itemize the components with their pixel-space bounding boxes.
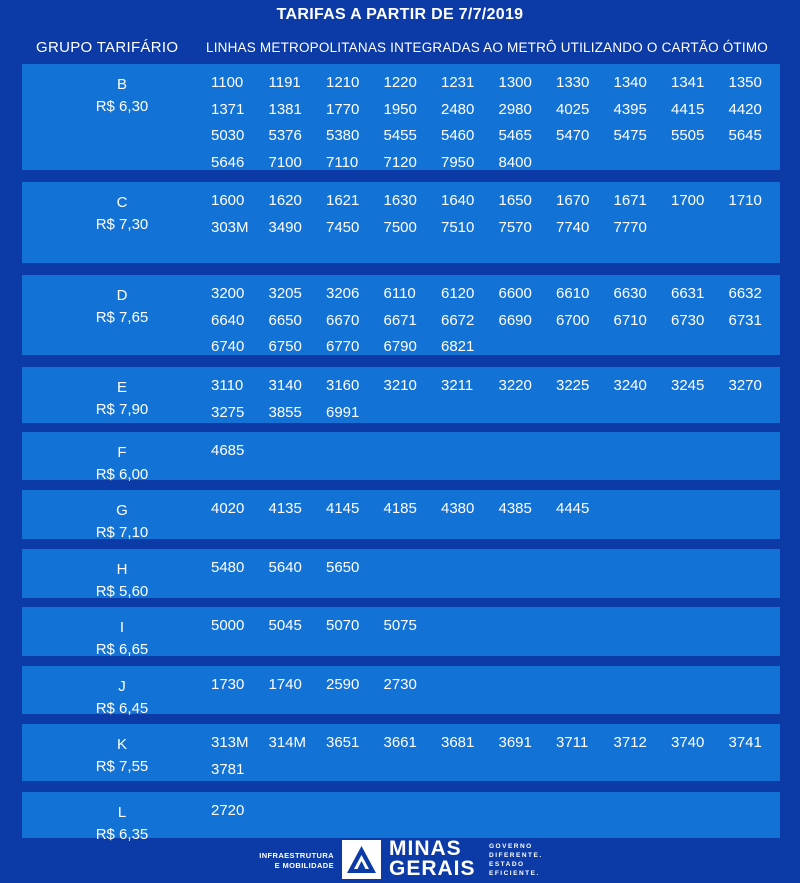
line-code: 6790 bbox=[383, 338, 417, 355]
line-code: 1670 bbox=[556, 192, 590, 209]
line-code: 1600 bbox=[211, 192, 245, 209]
fare-group-row bbox=[22, 490, 780, 539]
line-code: 5645 bbox=[728, 127, 762, 144]
group-column-header: GRUPO TARIFÁRIO bbox=[36, 39, 179, 56]
lines-column-header: LINHAS METROPOLITANAS INTEGRADAS AO METRÔ UTILIZANDO O CARTÃO ÓTIMO bbox=[206, 40, 768, 55]
line-code: 5030 bbox=[211, 127, 245, 144]
group-cell bbox=[22, 676, 222, 720]
line-code: 4145 bbox=[326, 500, 360, 517]
line-code: 303M bbox=[211, 218, 249, 236]
line-code: 7500 bbox=[383, 218, 417, 236]
line-code: 6730 bbox=[671, 311, 705, 329]
group-name: B bbox=[116, 76, 127, 93]
line-code: 1650 bbox=[498, 192, 532, 209]
line-code: 4420 bbox=[728, 100, 762, 118]
group-name: G bbox=[116, 502, 128, 519]
line-code: 6770 bbox=[326, 338, 360, 355]
group-price: R$ 7,30 bbox=[95, 216, 149, 233]
line-code: 3691 bbox=[498, 734, 532, 751]
fare-group-row bbox=[22, 275, 780, 355]
line-code: 3275 bbox=[211, 403, 245, 421]
line-code: 1330 bbox=[556, 74, 590, 91]
department-label bbox=[230, 851, 334, 871]
group-price: R$ 6,65 bbox=[95, 641, 149, 658]
group-price: R$ 7,90 bbox=[95, 401, 149, 418]
line-code: 3490 bbox=[268, 218, 302, 236]
line-codes bbox=[211, 672, 786, 699]
line-code: 1220 bbox=[383, 74, 417, 91]
footer bbox=[0, 836, 800, 883]
line-code: 6731 bbox=[728, 311, 762, 329]
line-code: 6640 bbox=[211, 311, 245, 329]
group-price: R$ 5,60 bbox=[95, 583, 149, 600]
line-code: 4445 bbox=[556, 500, 590, 517]
page-title: TARIFAS A PARTIR DE 7/7/2019 bbox=[276, 6, 524, 23]
line-code: 5070 bbox=[326, 617, 360, 634]
line-code: 1100 bbox=[211, 74, 244, 91]
line-codes bbox=[211, 188, 786, 241]
line-code: 3240 bbox=[613, 377, 647, 394]
line-code: 7100 bbox=[268, 153, 302, 171]
line-code: 1640 bbox=[441, 192, 475, 209]
line-code: 1341 bbox=[671, 74, 705, 91]
group-cell bbox=[22, 559, 222, 603]
group-name: F bbox=[117, 444, 127, 461]
group-price: R$ 7,55 bbox=[95, 758, 149, 775]
line-code: 6600 bbox=[498, 285, 532, 302]
group-price: R$ 6,30 bbox=[95, 98, 149, 115]
line-code: 3225 bbox=[556, 377, 590, 394]
department-line-2: E MOBILIDADE bbox=[274, 861, 334, 870]
line-code: 3651 bbox=[326, 734, 360, 751]
line-code: 4380 bbox=[441, 500, 475, 517]
line-code: 3661 bbox=[383, 734, 417, 751]
fare-group-row bbox=[22, 549, 780, 598]
line-code: 313M bbox=[211, 734, 249, 751]
department-line-1: INFRAESTRUTURA bbox=[259, 851, 334, 860]
line-code: 5470 bbox=[556, 127, 590, 144]
line-code: 6630 bbox=[613, 285, 647, 302]
line-code: 5460 bbox=[441, 127, 475, 144]
group-cell bbox=[22, 377, 222, 421]
line-code: 8400 bbox=[498, 153, 532, 171]
line-code: 1700 bbox=[671, 192, 705, 209]
line-code: 6750 bbox=[268, 338, 302, 355]
group-cell bbox=[22, 734, 222, 778]
line-code: 1740 bbox=[268, 676, 302, 693]
line-codes bbox=[211, 438, 786, 465]
tagline-line-3: ESTADO bbox=[489, 861, 525, 868]
line-code: 1630 bbox=[383, 192, 417, 209]
line-code: 6672 bbox=[441, 311, 475, 329]
group-cell bbox=[22, 192, 222, 236]
group-price: R$ 6,35 bbox=[95, 826, 149, 843]
line-code: 7950 bbox=[441, 153, 475, 171]
line-code: 5480 bbox=[211, 559, 245, 576]
line-codes bbox=[211, 281, 786, 361]
group-name: K bbox=[116, 736, 127, 753]
line-code: 5640 bbox=[268, 559, 302, 576]
group-cell bbox=[22, 617, 222, 661]
line-code: 5475 bbox=[613, 127, 647, 144]
line-code: 3740 bbox=[671, 734, 705, 751]
line-code: 5455 bbox=[383, 127, 417, 144]
line-code: 4135 bbox=[268, 500, 302, 517]
line-code: 5646 bbox=[211, 153, 245, 171]
line-codes bbox=[211, 373, 786, 426]
line-code: 1620 bbox=[268, 192, 302, 209]
line-code: 6610 bbox=[556, 285, 590, 302]
line-code: 5000 bbox=[211, 617, 245, 634]
tagline-line-1: GOVERNO bbox=[489, 843, 533, 850]
fare-group-row bbox=[22, 792, 780, 843]
line-codes bbox=[211, 798, 786, 825]
line-code: 1671 bbox=[613, 192, 647, 209]
line-code: 7450 bbox=[326, 218, 360, 236]
group-name: J bbox=[118, 678, 126, 695]
line-code: 4020 bbox=[211, 500, 245, 517]
line-code: 6690 bbox=[498, 311, 532, 329]
group-name: H bbox=[116, 561, 128, 578]
line-code: 3110 bbox=[211, 377, 244, 394]
fare-group-row bbox=[22, 666, 780, 717]
line-code: 3245 bbox=[671, 377, 705, 394]
line-code: 1710 bbox=[728, 192, 762, 209]
line-code: 5075 bbox=[383, 617, 417, 634]
group-name: E bbox=[116, 379, 127, 396]
group-name: C bbox=[116, 194, 128, 211]
group-cell bbox=[22, 74, 222, 118]
line-code: 4395 bbox=[613, 100, 647, 118]
line-code: 314M bbox=[268, 734, 307, 751]
line-code: 5045 bbox=[268, 617, 302, 634]
line-code: 1371 bbox=[211, 100, 245, 118]
line-code: 3781 bbox=[211, 760, 245, 778]
line-code: 3205 bbox=[268, 285, 302, 302]
line-codes bbox=[211, 70, 786, 176]
line-code: 6670 bbox=[326, 311, 360, 329]
line-code: 6120 bbox=[441, 285, 475, 302]
line-code: 3681 bbox=[441, 734, 475, 751]
fare-group-row bbox=[22, 432, 780, 483]
line-code: 6671 bbox=[383, 311, 417, 329]
line-code: 2720 bbox=[211, 802, 245, 819]
line-code: 3220 bbox=[498, 377, 532, 394]
line-code: 1210 bbox=[326, 74, 360, 91]
line-code: 6632 bbox=[728, 285, 762, 302]
line-code: 4685 bbox=[211, 442, 245, 459]
brand-line-2: GERAIS bbox=[389, 857, 476, 880]
group-price: R$ 6,45 bbox=[95, 700, 149, 717]
line-code: 6631 bbox=[671, 285, 705, 302]
group-cell bbox=[22, 285, 222, 329]
fare-group-row bbox=[22, 182, 780, 263]
line-code: 4025 bbox=[556, 100, 590, 118]
minas-gerais-logo-icon bbox=[342, 840, 381, 879]
line-code: 2730 bbox=[383, 676, 417, 693]
line-code: 3140 bbox=[268, 377, 302, 394]
tagline bbox=[489, 842, 543, 878]
group-cell bbox=[22, 442, 222, 486]
fare-group-row bbox=[22, 724, 780, 781]
line-code: 7110 bbox=[326, 153, 359, 171]
group-cell bbox=[22, 500, 222, 544]
line-codes bbox=[211, 555, 786, 582]
brand-name bbox=[389, 839, 476, 879]
line-code: 6710 bbox=[613, 311, 647, 329]
line-code: 6991 bbox=[326, 403, 360, 421]
line-code: 1621 bbox=[326, 192, 360, 209]
line-code: 3712 bbox=[613, 734, 647, 751]
line-code: 1231 bbox=[441, 74, 475, 91]
group-price: R$ 7,65 bbox=[95, 309, 149, 326]
line-code: 4415 bbox=[671, 100, 705, 118]
line-code: 6650 bbox=[268, 311, 302, 329]
fare-group-row bbox=[22, 367, 780, 423]
line-code: 5650 bbox=[326, 559, 360, 576]
line-code: 7120 bbox=[383, 153, 417, 171]
line-code: 3200 bbox=[211, 285, 245, 302]
line-code: 3206 bbox=[326, 285, 360, 302]
group-name: I bbox=[119, 619, 125, 636]
line-code: 1381 bbox=[268, 100, 302, 118]
group-name: L bbox=[117, 804, 127, 821]
line-code: 3160 bbox=[326, 377, 360, 394]
line-code: 1340 bbox=[613, 74, 647, 91]
tagline-line-2: DIFERENTE. bbox=[489, 852, 543, 859]
line-code: 5376 bbox=[268, 127, 302, 144]
line-code: 6740 bbox=[211, 338, 245, 355]
tagline-line-4: EFICIENTE. bbox=[489, 870, 540, 877]
line-code: 1950 bbox=[383, 100, 417, 118]
line-code: 1300 bbox=[498, 74, 532, 91]
line-code: 6821 bbox=[441, 338, 475, 355]
line-code: 5505 bbox=[671, 127, 705, 144]
line-code: 1350 bbox=[728, 74, 762, 91]
group-price: R$ 7,10 bbox=[95, 524, 149, 541]
line-code: 4385 bbox=[498, 500, 532, 517]
line-code: 7510 bbox=[441, 218, 475, 236]
fare-group-row bbox=[22, 64, 780, 170]
line-code: 1191 bbox=[268, 74, 301, 91]
group-price: R$ 6,00 bbox=[95, 466, 149, 483]
line-code: 2590 bbox=[326, 676, 360, 693]
line-codes bbox=[211, 730, 786, 783]
line-code: 5380 bbox=[326, 127, 360, 144]
line-code: 7570 bbox=[498, 218, 532, 236]
line-code: 3211 bbox=[441, 377, 474, 394]
line-code: 6110 bbox=[383, 285, 416, 302]
line-code: 3210 bbox=[383, 377, 417, 394]
fare-group-row bbox=[22, 607, 780, 656]
line-code: 3711 bbox=[556, 734, 589, 751]
line-code: 2980 bbox=[498, 100, 532, 118]
group-name: D bbox=[116, 287, 128, 304]
line-code: 2480 bbox=[441, 100, 475, 118]
line-code: 4185 bbox=[383, 500, 417, 517]
brand-line-1: MINAS bbox=[389, 837, 462, 860]
line-code: 7740 bbox=[556, 218, 590, 236]
line-code: 3270 bbox=[728, 377, 762, 394]
line-code: 5465 bbox=[498, 127, 532, 144]
line-codes bbox=[211, 613, 786, 640]
line-code: 1730 bbox=[211, 676, 245, 693]
line-code: 7770 bbox=[613, 218, 647, 236]
line-code: 1770 bbox=[326, 100, 360, 118]
line-code: 6700 bbox=[556, 311, 590, 329]
line-code: 3855 bbox=[268, 403, 302, 421]
line-codes bbox=[211, 496, 786, 523]
line-code: 3741 bbox=[728, 734, 762, 751]
